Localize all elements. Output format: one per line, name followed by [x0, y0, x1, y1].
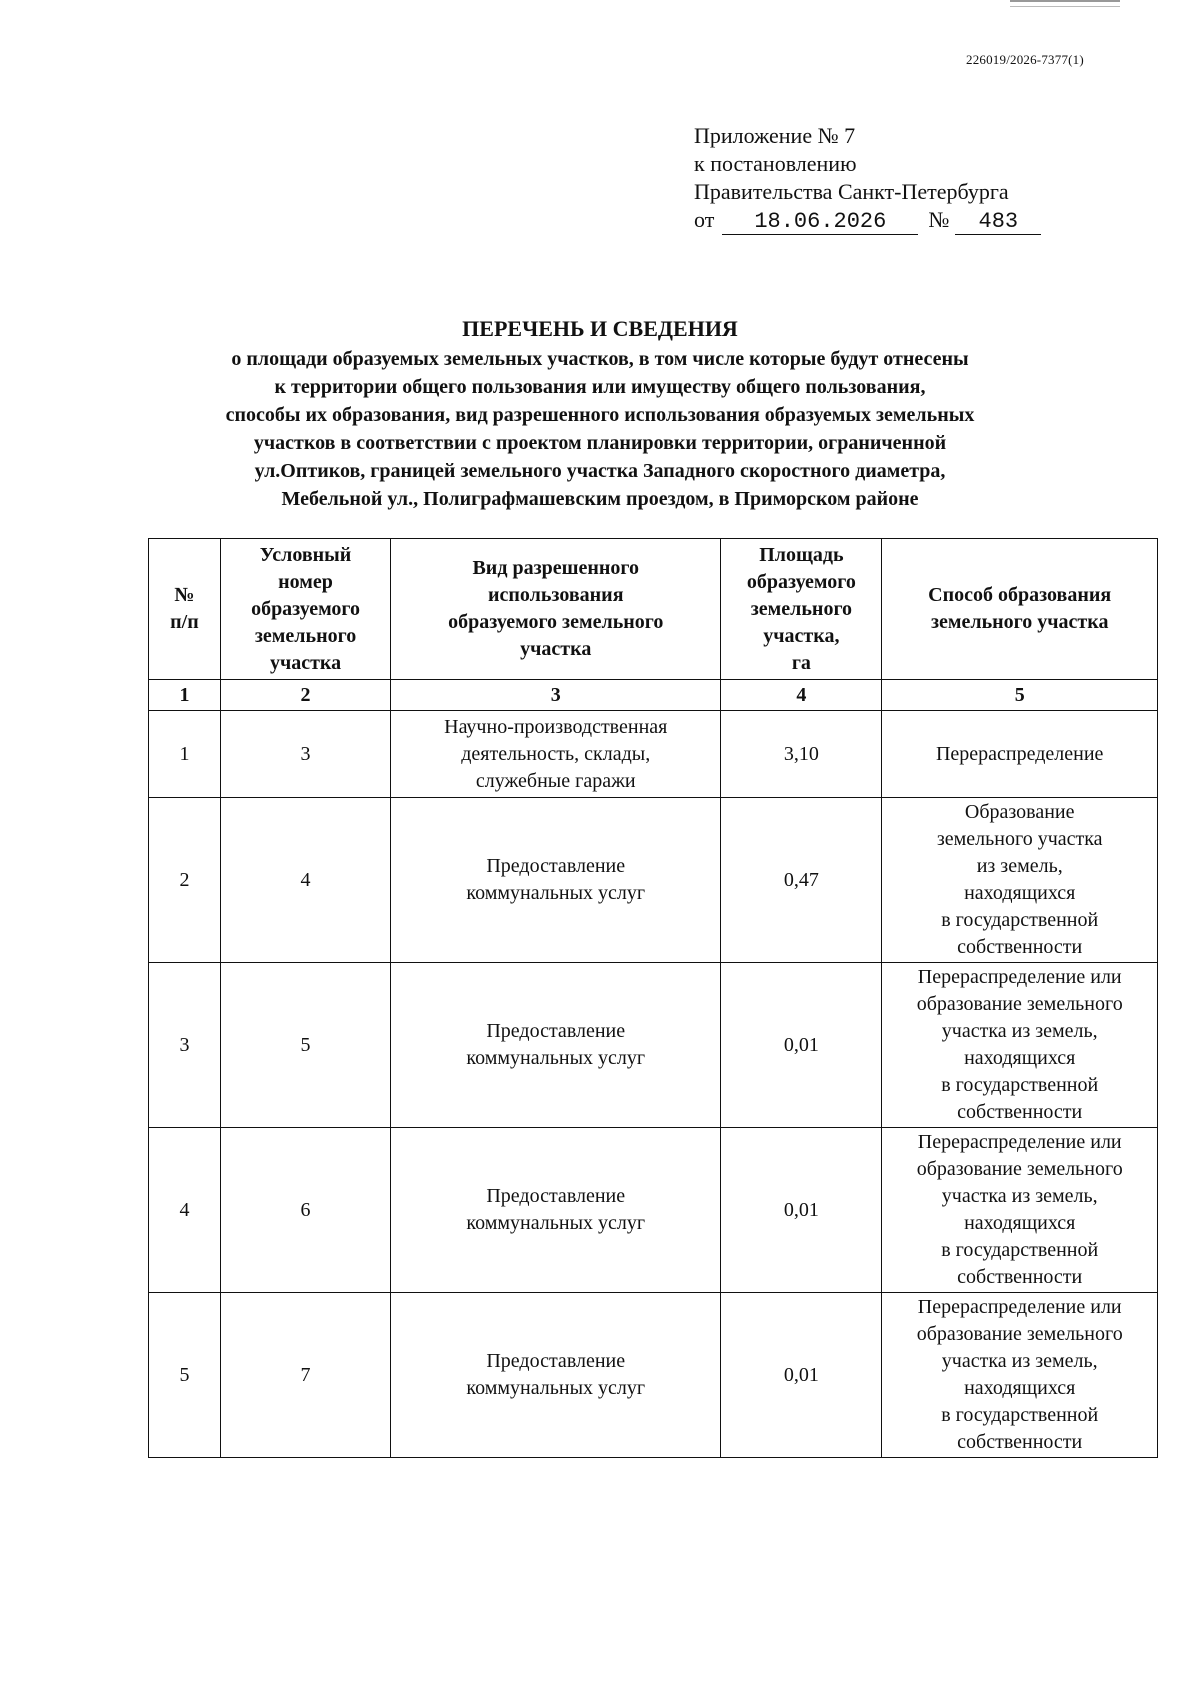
cell-line: собственности: [957, 936, 1083, 958]
formation-method-cell: [882, 1293, 1158, 1458]
formation-method-cell: [882, 711, 1158, 798]
document-title: ПЕРЕЧЕНЬ И СВЕДЕНИЯ: [462, 316, 738, 341]
column-number: 1: [149, 680, 221, 711]
cell-line: коммунальных услуг: [466, 1212, 646, 1234]
plot-number-cell: 3: [220, 711, 390, 798]
cell-line: га: [791, 651, 811, 674]
cell-line: участка из земель,: [941, 1185, 1098, 1207]
cell-line: Предоставление: [486, 855, 626, 877]
cell-line: земельного: [254, 624, 357, 647]
plot-number-cell: 7: [220, 1293, 390, 1458]
cell-line: Площадь: [759, 543, 844, 566]
cell-line: образование земельного: [916, 1158, 1123, 1180]
header-area: [721, 539, 882, 680]
row-number-cell: 2: [149, 798, 221, 963]
cell-line: находящихся: [964, 1047, 1076, 1069]
table-row: [149, 963, 1158, 1128]
area-cell: 0,01: [721, 1293, 882, 1458]
area-cell: 0,01: [721, 1128, 882, 1293]
cell-line: Предоставление: [486, 1350, 626, 1372]
subtitle-line: Мебельной ул., Полиграфмашевским проездом, в Приморском районе: [281, 488, 919, 510]
resolution-date: 18.06.2026: [722, 210, 918, 235]
formation-method-cell: [882, 963, 1158, 1128]
cell-line: Вид разрешенного: [472, 557, 640, 579]
cell-line: собственности: [957, 1266, 1083, 1288]
permitted-use-cell: [391, 1293, 721, 1458]
header-permitted-use: [391, 539, 721, 680]
cell-line: в государственной: [941, 1074, 1099, 1096]
plot-number-cell: 4: [220, 798, 390, 963]
column-number: 3: [391, 680, 721, 711]
table-row: [149, 711, 1158, 798]
from-label: от: [694, 207, 715, 232]
appendix-date-line: [694, 206, 1041, 235]
cell-line: собственности: [957, 1101, 1083, 1123]
cell-line: образуемого земельного: [448, 611, 664, 633]
cell-line: образование земельного: [916, 993, 1123, 1015]
cell-line: находящихся: [964, 1212, 1076, 1234]
cell-line: Предоставление: [486, 1185, 626, 1207]
table-row: [149, 1128, 1158, 1293]
permitted-use-cell: [391, 1128, 721, 1293]
header-plot-number: [220, 539, 390, 680]
cell-line: Перераспределение или: [917, 1296, 1122, 1318]
cell-line: находящихся: [964, 1377, 1076, 1399]
cell-line: в государственной: [941, 909, 1099, 931]
cell-line: земельного участка: [936, 828, 1103, 850]
cell-line: номер: [278, 570, 333, 593]
subtitle-line: способы их образования, вид разрешенного использования образуемых земельных: [225, 404, 975, 426]
subtitle-line: к территории общего пользования или имуществу общего пользования,: [274, 376, 926, 398]
subtitle-line: о площади образуемых земельных участков, в том числе которые будут отнесены: [231, 348, 969, 370]
cell-line: находящихся: [964, 882, 1076, 904]
row-number-cell: 5: [149, 1293, 221, 1458]
cell-line: Предоставление: [486, 1020, 626, 1042]
cell-line: Перераспределение или: [917, 1131, 1122, 1153]
header-no: [149, 539, 221, 680]
subtitle-line: ул.Оптиков, границей земельного участка Западного скоростного диаметра,: [254, 460, 946, 482]
formation-method-cell: [882, 1128, 1158, 1293]
cell-line: земельного: [750, 597, 853, 620]
cell-line: №: [174, 584, 195, 606]
row-number-cell: 4: [149, 1128, 221, 1293]
cell-line: коммунальных услуг: [466, 1047, 646, 1069]
cell-line: в государственной: [941, 1239, 1099, 1261]
subtitle-line: участков в соответствии с проектом планировки территории, ограниченной: [253, 432, 947, 454]
column-number-row: [149, 680, 1158, 711]
table-header-row: [149, 539, 1158, 680]
cell-line: участка: [269, 651, 342, 674]
permitted-use-cell: [391, 798, 721, 963]
land-plots-table: [148, 538, 1158, 1458]
cell-line: земельного участка: [930, 611, 1109, 633]
cell-line: участка,: [763, 624, 840, 647]
document-subtitle: [140, 345, 1060, 513]
cell-line: деятельность, склады,: [461, 742, 651, 765]
formation-method-cell: [882, 798, 1158, 963]
cell-line: Перераспределение или: [917, 966, 1122, 988]
scan-edge-mark: [1010, 0, 1120, 7]
cell-line: п/п: [170, 611, 199, 633]
cell-line: Способ образования: [928, 584, 1112, 606]
cell-line: собственности: [957, 1431, 1083, 1453]
cell-line: из земель,: [976, 855, 1063, 877]
area-cell: 0,47: [721, 798, 882, 963]
column-number: 2: [220, 680, 390, 711]
cell-line: Научно-производственная: [444, 715, 668, 738]
column-number: 5: [882, 680, 1158, 711]
resolution-number: 483: [955, 210, 1041, 235]
document-id: 226019/2026-7377(1): [966, 52, 1084, 67]
column-number: 4: [721, 680, 882, 711]
cell-line: участка из земель,: [941, 1020, 1098, 1042]
cell-line: образование земельного: [916, 1323, 1123, 1345]
cell-line: Перераспределение: [935, 742, 1104, 765]
cell-line: образуемого: [746, 570, 856, 593]
table-body: [149, 711, 1158, 1458]
cell-line: использования: [487, 584, 624, 606]
cell-line: участка из земель,: [941, 1350, 1098, 1372]
header-formation-method: [882, 539, 1158, 680]
area-cell: 3,10: [721, 711, 882, 798]
cell-line: служебные гаражи: [475, 769, 636, 792]
row-number-cell: 3: [149, 963, 221, 1128]
cell-line: коммунальных услуг: [466, 1377, 646, 1399]
appendix-line-1: Приложение № 7: [694, 123, 856, 148]
cell-line: Образование: [964, 801, 1075, 823]
permitted-use-cell: [391, 963, 721, 1128]
appendix-line-2: к постановлению: [694, 151, 857, 176]
cell-line: коммунальных услуг: [466, 882, 646, 904]
plot-number-cell: 6: [220, 1128, 390, 1293]
plot-number-cell: 5: [220, 963, 390, 1128]
appendix-line-3: Правительства Санкт-Петербурга: [694, 179, 1009, 204]
appendix-block: [694, 122, 1041, 235]
table-row: [149, 798, 1158, 963]
cell-line: участка: [520, 638, 592, 660]
cell-line: в государственной: [941, 1404, 1099, 1426]
cell-line: образуемого: [251, 597, 361, 620]
area-cell: 0,01: [721, 963, 882, 1128]
permitted-use-cell: [391, 711, 721, 798]
number-label: №: [928, 207, 950, 232]
table-row: [149, 1293, 1158, 1458]
cell-line: Условный: [259, 543, 352, 566]
row-number-cell: 1: [149, 711, 221, 798]
